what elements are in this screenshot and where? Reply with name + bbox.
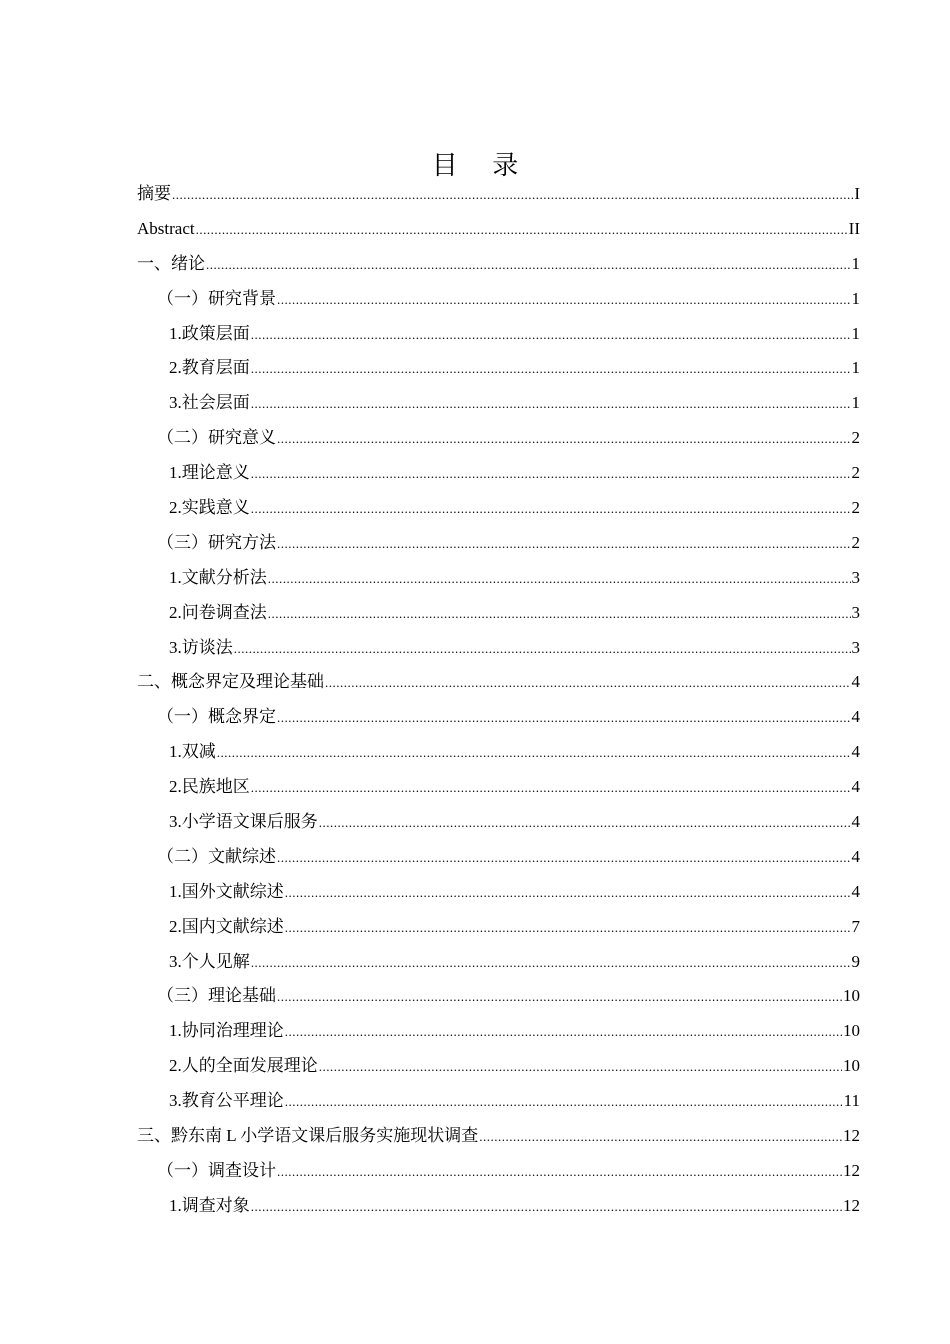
toc-entry[interactable] — [137, 1086, 860, 1121]
dot-leader — [251, 354, 851, 384]
toc-entry-label: 3.社会层面 — [169, 393, 250, 413]
dot-leader — [479, 1122, 842, 1152]
dot-leader — [285, 913, 851, 943]
dot-leader — [251, 773, 851, 803]
toc-entry-label: 1.政策层面 — [169, 323, 250, 343]
toc-entry-label: 1.协同治理理论 — [169, 1021, 284, 1041]
dot-leader — [285, 1087, 843, 1117]
toc-entry[interactable] — [137, 912, 860, 947]
toc-entry-label: （一）概念界定 — [157, 707, 276, 727]
toc-entry-page-number: 12 — [843, 1126, 860, 1146]
toc-entry[interactable] — [137, 981, 860, 1016]
toc-entry-label: （三）研究方法 — [157, 532, 276, 552]
toc-entry-page-number: 4 — [851, 742, 860, 762]
toc-entry-page-number: 4 — [851, 881, 860, 901]
toc-entry-label: 1.调查对象 — [169, 1195, 250, 1215]
toc-entry[interactable] — [137, 214, 860, 249]
toc-entry-label: 三、黔东南 L 小学语文课后服务实施现状调查 — [137, 1126, 479, 1146]
toc-entry[interactable] — [137, 737, 860, 772]
toc-entry-page-number: 10 — [843, 986, 860, 1006]
toc-entry-label: 1.国外文献综述 — [169, 881, 284, 901]
toc-entry-label: 一、绪论 — [137, 253, 205, 273]
toc-entry-page-number: II — [848, 218, 860, 238]
toc-entry-label: （三）理论基础 — [157, 986, 276, 1006]
dot-leader — [268, 564, 851, 594]
toc-entry-label: 二、概念界定及理论基础 — [137, 672, 324, 692]
toc-entry[interactable] — [137, 1121, 860, 1156]
toc-entry-label: 3.访谈法 — [169, 637, 233, 657]
toc-entry[interactable] — [137, 772, 860, 807]
toc-entry-page-number: 4 — [851, 707, 860, 727]
toc-entry[interactable] — [137, 1051, 860, 1086]
toc-entry-label: 摘要 — [137, 184, 171, 203]
dot-leader — [251, 948, 851, 978]
toc-entry[interactable] — [137, 947, 860, 982]
toc-entry-page-number: 2 — [851, 498, 860, 518]
toc-entry-page-number: 4 — [851, 812, 860, 832]
toc-entry[interactable] — [137, 633, 860, 668]
toc-entry-page-number: 3 — [851, 637, 860, 657]
toc-entry[interactable] — [137, 1016, 860, 1051]
toc-entry-label: 3.教育公平理论 — [169, 1091, 284, 1111]
toc-entry[interactable] — [137, 702, 860, 737]
toc-entry-label: 3.小学语文课后服务 — [169, 812, 318, 832]
toc-entry-label: 1.文献分析法 — [169, 567, 267, 587]
dot-leader — [217, 738, 851, 768]
dot-leader — [277, 285, 851, 315]
toc-entry[interactable] — [137, 877, 860, 912]
toc-entry-label: Abstract — [137, 218, 195, 238]
dot-leader — [277, 843, 851, 873]
toc-entry[interactable] — [137, 284, 860, 319]
toc-entry[interactable] — [137, 528, 860, 563]
toc-entry-label: 2.人的全面发展理论 — [169, 1056, 318, 1076]
toc-entry-page-number: 11 — [843, 1091, 860, 1111]
dot-leader — [251, 389, 851, 419]
toc-entry-page-number: 1 — [851, 358, 860, 378]
toc-entry-page-number: 4 — [851, 672, 860, 692]
toc-entry-page-number: 1 — [851, 323, 860, 343]
toc-entry[interactable] — [137, 319, 860, 354]
dot-leader — [319, 808, 851, 838]
toc-entry[interactable] — [137, 493, 860, 528]
dot-leader — [234, 634, 851, 664]
toc-entry-label: 1.双减 — [169, 742, 216, 762]
toc-entry-label: （一）研究背景 — [157, 288, 276, 308]
toc-entry-label: （二）研究意义 — [157, 428, 276, 448]
toc-entry-page-number: 3 — [851, 602, 860, 622]
toc-entry-label: 2.实践意义 — [169, 498, 250, 518]
toc-entry-page-number: 1 — [851, 253, 860, 273]
toc-entry[interactable] — [137, 807, 860, 842]
toc-entry-label: 2.国内文献综述 — [169, 916, 284, 936]
toc-entry-label: 3.个人见解 — [169, 951, 250, 971]
dot-leader — [319, 1052, 842, 1082]
toc-entry[interactable] — [137, 388, 860, 423]
toc-entry[interactable] — [137, 179, 860, 214]
toc-entry-label: （一）调查设计 — [157, 1160, 276, 1180]
toc-entry-label: 2.教育层面 — [169, 358, 250, 378]
toc-list — [137, 179, 860, 1226]
toc-entry-label: 2.民族地区 — [169, 777, 250, 797]
toc-entry-page-number: I — [854, 184, 860, 203]
toc-entry-page-number: 4 — [851, 777, 860, 797]
dot-leader — [277, 982, 842, 1012]
dot-leader — [285, 1017, 842, 1047]
toc-entry-page-number: 4 — [851, 846, 860, 866]
dot-leader — [285, 878, 851, 908]
dot-leader — [277, 529, 851, 559]
toc-entry[interactable] — [137, 667, 860, 702]
dot-leader — [325, 668, 851, 698]
dot-leader — [251, 459, 851, 489]
toc-entry[interactable] — [137, 1156, 860, 1191]
toc-entry-label: （二）文献综述 — [157, 846, 276, 866]
toc-entry-page-number: 10 — [843, 1021, 860, 1041]
toc-entry[interactable] — [137, 458, 860, 493]
toc-entry[interactable] — [137, 1191, 860, 1226]
toc-entry-label: 1.理论意义 — [169, 463, 250, 483]
toc-entry-page-number: 7 — [851, 916, 860, 936]
toc-entry-page-number: 10 — [843, 1056, 860, 1076]
dot-leader — [206, 250, 851, 280]
dot-leader — [277, 703, 851, 733]
toc-entry[interactable] — [137, 563, 860, 598]
toc-entry-page-number: 1 — [851, 288, 860, 308]
dot-leader — [172, 180, 853, 210]
toc-entry[interactable] — [137, 353, 860, 388]
dot-leader — [277, 424, 851, 454]
toc-title: 目 录 — [431, 151, 533, 180]
toc-entry-page-number: 2 — [851, 428, 860, 448]
dot-leader — [277, 1157, 842, 1187]
toc-entry-page-number: 3 — [851, 567, 860, 587]
toc-entry-page-number: 12 — [843, 1160, 860, 1180]
toc-entry[interactable] — [137, 423, 860, 458]
dot-leader — [196, 215, 848, 245]
toc-entry-page-number: 12 — [843, 1195, 860, 1215]
toc-entry[interactable] — [137, 249, 860, 284]
toc-entry[interactable] — [137, 598, 860, 633]
dot-leader — [251, 494, 851, 524]
toc-entry-page-number: 1 — [851, 393, 860, 413]
dot-leader — [268, 599, 851, 629]
dot-leader — [251, 1192, 842, 1222]
toc-entry-page-number: 2 — [851, 463, 860, 483]
toc-entry-page-number: 9 — [851, 951, 860, 971]
dot-leader — [251, 320, 851, 350]
toc-entry-page-number: 2 — [851, 532, 860, 552]
toc-entry-label: 2.问卷调查法 — [169, 602, 267, 622]
toc-entry[interactable] — [137, 842, 860, 877]
